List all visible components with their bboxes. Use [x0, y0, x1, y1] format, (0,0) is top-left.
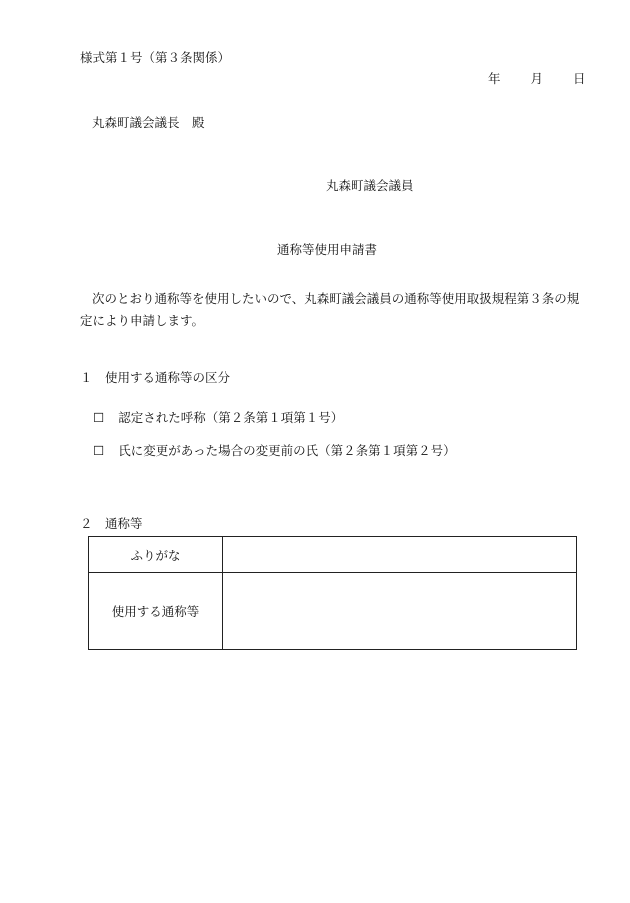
option-designated-name[interactable] [93, 412, 343, 425]
table-row [89, 537, 577, 573]
checkbox-icon[interactable]: ☐ [93, 443, 105, 458]
furigana-label: ふりがな [89, 537, 223, 573]
section2-heading: ２ 通称等 [80, 516, 143, 531]
alias-label: 使用する通称等 [89, 573, 223, 650]
date-year: 年 [488, 71, 501, 86]
checkbox-icon[interactable]: ☐ [93, 410, 105, 425]
name-table [88, 536, 577, 650]
date-day: 日 [573, 71, 586, 86]
addressee: 丸森町議会議長 殿 [92, 115, 205, 130]
applicant-title: 丸森町議会議員 [326, 178, 414, 193]
date-line [488, 73, 586, 86]
date-month: 月 [530, 71, 544, 86]
option-label: 認定された呼称（第２条第１項第１号） [118, 410, 344, 425]
alias-value[interactable] [223, 573, 577, 650]
body-text: 次のとおり通称等を使用したいので、丸森町議会議員の通称等使用取扱規程第３条の規定により申請します。 [80, 291, 580, 328]
form-number: 様式第１号（第３条関係） [80, 50, 231, 65]
table-row [89, 573, 577, 650]
option-former-surname[interactable] [93, 445, 456, 458]
section1-heading: １ 使用する通称等の区分 [80, 370, 231, 385]
furigana-value[interactable] [223, 537, 577, 573]
document-title: 通称等使用申請書 [277, 242, 378, 257]
option-label: 氏に変更があった場合の変更前の氏（第２条第１項第２号） [118, 443, 456, 458]
